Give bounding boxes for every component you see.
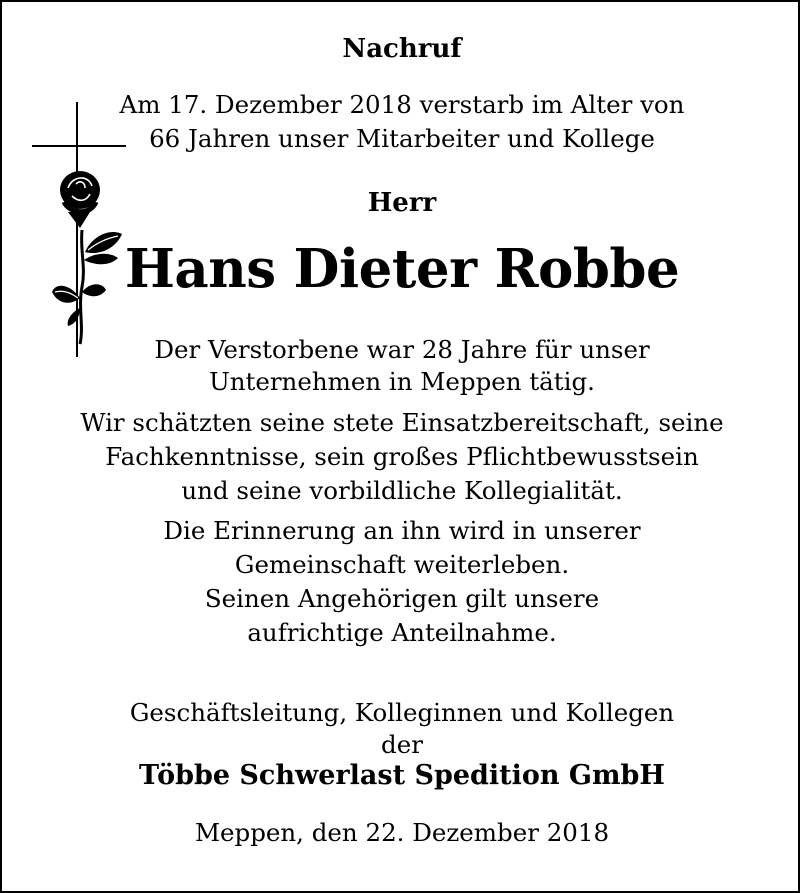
paragraph-line: Die Erinnerung an ihn wird in unserer	[163, 516, 641, 545]
signature-line: Geschäftsleitung, Kolleginnen und Kollegen	[129, 698, 675, 727]
deceased-name: Hans Dieter Robbe	[124, 238, 680, 300]
notice-title: Nachruf	[342, 34, 462, 64]
company-name: Többe Schwerlast Spedition GmbH	[139, 760, 665, 791]
intro-line: Am 17. Dezember 2018 verstarb im Alter von	[119, 90, 685, 119]
paragraph-line: aufrichtige Anteilnahme.	[247, 618, 557, 647]
paragraph-line: Unternehmen in Meppen tätig.	[209, 367, 595, 396]
paragraph-line: Fachkenntnisse, sein großes Pflichtbewusstsein	[105, 442, 699, 471]
paragraph-line: Der Verstorbene war 28 Jahre für unser	[154, 335, 650, 364]
salutation: Herr	[367, 188, 437, 218]
signature-line: der	[381, 730, 423, 759]
paragraph-line: Gemeinschaft weiterleben.	[234, 550, 570, 579]
paragraph-line: und seine vorbildliche Kollegialität.	[181, 476, 623, 505]
place-date: Meppen, den 22. Dezember 2018	[194, 818, 610, 847]
paragraph-line: Seinen Angehörigen gilt unsere	[204, 584, 600, 613]
paragraph-line: Wir schätzten seine stete Einsatzbereitschaft, seine	[80, 408, 724, 437]
intro-line: 66 Jahren unser Mitarbeiter und Kollege	[149, 124, 655, 153]
